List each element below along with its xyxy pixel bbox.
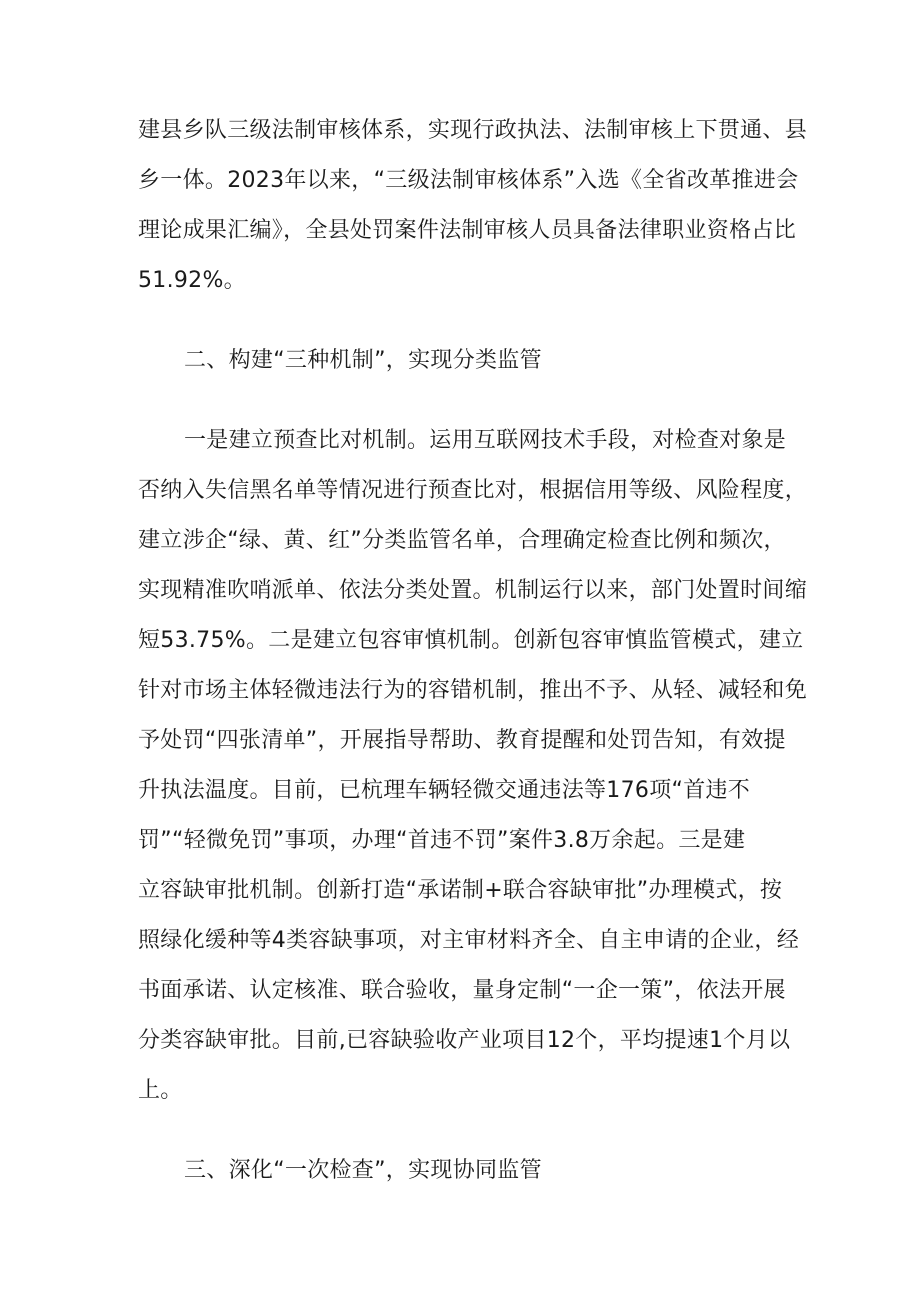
paragraph-2-line-3: 建立涉企“绿、黄、红”分类监管名单，合理确定检查比例和频次， — [138, 528, 786, 553]
paragraph-1-line-1: 建县乡队三级法制审核体系，实现行政执法、法制审核上下贯通、县 — [138, 118, 808, 143]
paragraph-2-line-13: 分类容缺审批。目前,已容缺验收产业项目12个，平均提速1个月以 — [138, 1028, 791, 1053]
paragraph-2-line-6: 针对市场主体轻微违法行为的容错机制，推出不予、从轻、减轻和免 — [138, 678, 808, 703]
section-heading-3: 三、深化“一次检查”，实现协同监管 — [184, 1158, 542, 1183]
section-heading-2: 二、构建“三种机制”，实现分类监管 — [184, 348, 542, 373]
paragraph-2-line-9: 罚”“轻微免罚”事项，办理“首违不罚”案件3.8万余起。三是建 — [138, 828, 746, 853]
paragraph-2-line-5: 短53.75%。二是建立包容审慎机制。创新包容审慎监管模式，建立 — [138, 628, 804, 653]
paragraph-2-line-10: 立容缺审批机制。创新打造“承诺制+联合容缺审批”办理模式，按 — [138, 878, 783, 903]
paragraph-2-line-2: 否纳入失信黑名单等情况进行预查比对，根据信用等级、风险程度， — [138, 478, 808, 503]
paragraph-2-line-14: 上。 — [138, 1078, 183, 1103]
paragraph-2-line-1: 一是建立预查比对机制。运用互联网技术手段，对检查对象是 — [184, 428, 787, 453]
paragraph-2-line-8: 升执法温度。目前，已杭理车辆轻微交通违法等176项“首违不 — [138, 778, 751, 803]
paragraph-2-line-7: 予处罚“四张清单”，开展指导帮助、教育提醒和处罚告知，有效提 — [138, 728, 786, 753]
paragraph-2-line-12: 书面承诺、认定核准、联合验收，量身定制“一企一策”，依法开展 — [138, 978, 786, 1003]
paragraph-1-line-4: 51.92%。 — [138, 268, 246, 293]
paragraph-1-line-2: 乡一体。2023年以来，“三级法制审核体系”入选《全省改革推进会 — [138, 168, 799, 193]
paragraph-2-line-11: 照绿化缓种等4类容缺事项，对主审材料齐全、自主申请的企业，经 — [138, 928, 799, 953]
paragraph-1-line-3: 理论成果汇编》，全县处罚案件法制审核人员具备法律职业资格占比 — [138, 218, 797, 243]
paragraph-2-line-4: 实现精准吹哨派单、依法分类处置。机制运行以来，部门处置时间缩 — [138, 578, 808, 603]
